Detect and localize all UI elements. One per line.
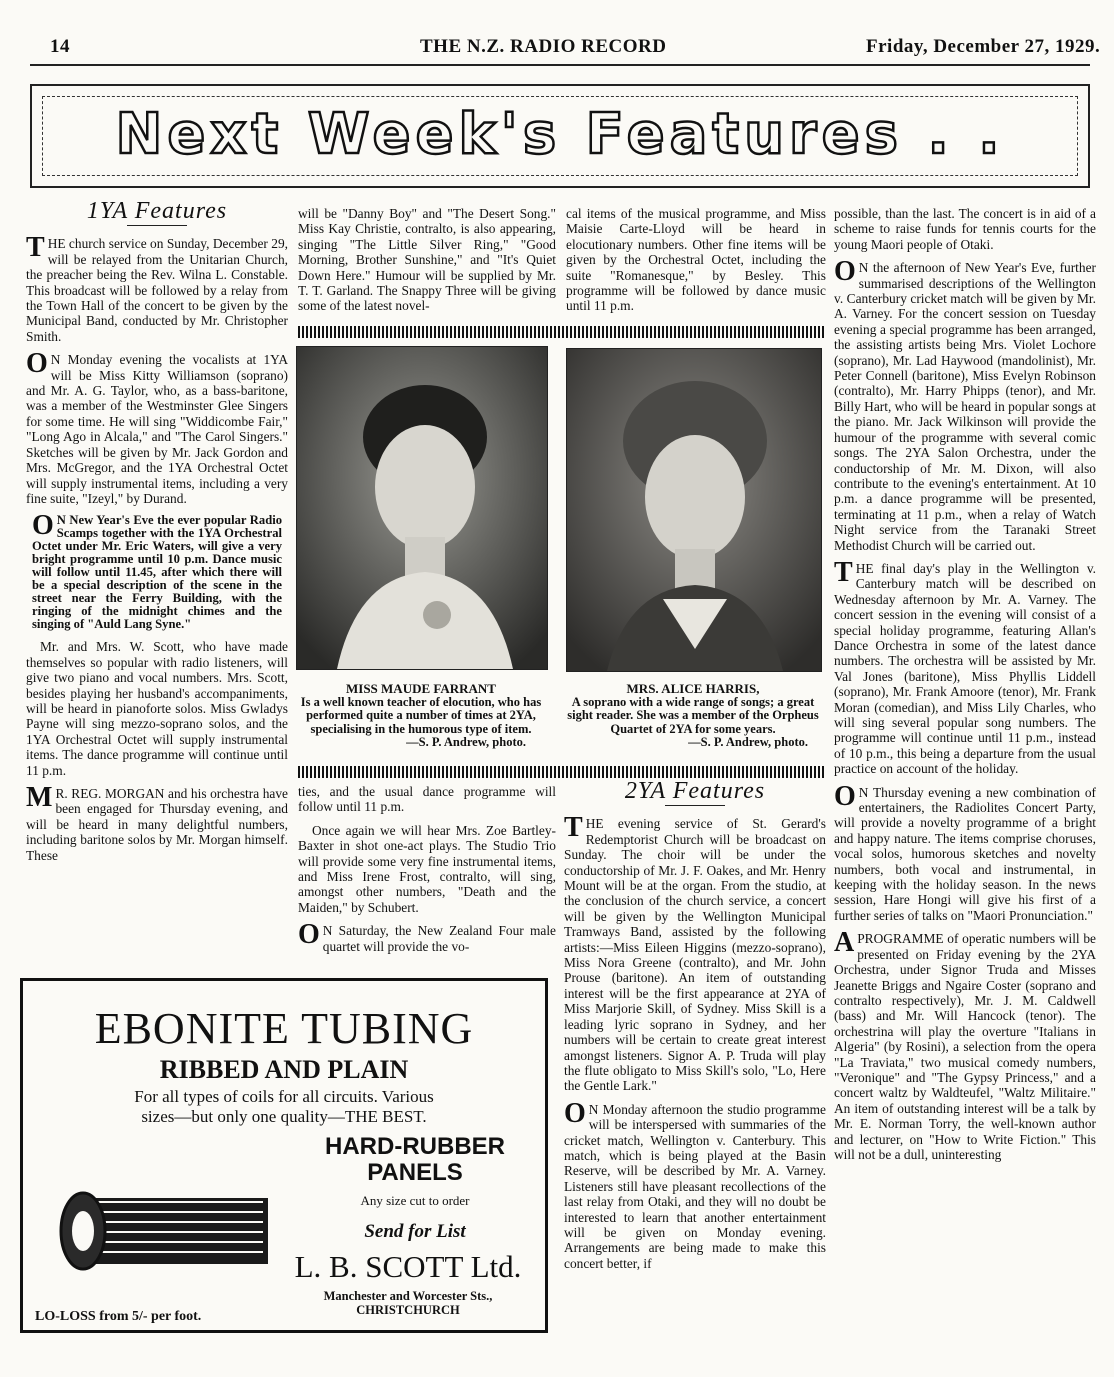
section-heading-1ya: 1YA Features [86, 198, 228, 224]
separator-strip [298, 326, 826, 338]
drop-cap: O [564, 1097, 586, 1129]
article-paragraph: cal items of the musical programme, and Miss Maisie Carte-Lloyd will be heard in elocutionary numbers. Other fine items will be given by the Orchestral Octet, including the suite "Romanesque," by Besley. This programme will be followed by dance music until 11 p.m. [566, 206, 826, 314]
ad-subheadline: RIBBED AND PLAIN [159, 1055, 409, 1084]
photo-caption-1 [296, 682, 546, 750]
article-paragraph: O N Monday afternoon the studio programme will be interspersed with summaries of the cricket match, Wellington v. Canterbury. This match, which is being played at the Basin Reserve, will be described by Mr. A. Varney. Listeners still have pleasant recollections of the last relay from Otaki, and they will no doubt be interested to learn that another entertainment will be given on Monday evening. Arrangements are being made to make this concert better, if [564, 1097, 826, 1271]
caption-name: MISS MAUDE FARRANT [346, 681, 496, 696]
article-paragraph: ties, and the usual dance programme will follow until 11 p.m. [298, 784, 556, 815]
drop-cap: T [564, 812, 583, 844]
article-paragraph: O N Saturday, the New Zealand Four male quartet will provide the vo- [298, 919, 556, 954]
ribbed-tube-icon [53, 1176, 283, 1286]
ad-panels-title-2: PANELS [367, 1159, 463, 1186]
drop-cap: A [834, 927, 855, 959]
ebonite-advertisement [20, 978, 548, 1333]
caption-credit: —S. P. Andrew, photo. [688, 735, 808, 750]
photo-caption-2 [566, 682, 820, 750]
heading-rule [665, 805, 725, 806]
article-paragraph: Once again we will hear Mrs. Zoe Bartley-Baxter in shot one-act plays. The Studio Trio will provide some very fine instrumental items, and Miss Irene Frost, contralto, will sing, amongst other numbers, "Death and the Maiden," by Schubert. [298, 822, 556, 915]
article-paragraph: O N Thursday evening a new combination of entertainers, the Radiolites Concert Party, will provide a novelty programme of a bright and happy nature. The items comprise choruses, vocal solos, humorous sketches and novelty numbers, both vocal and instrumental, in keeping with the holiday season. In the news session, Hare Hongi will give his first of a further series of talks on "Maori Pronunciation." [834, 780, 1096, 923]
photo-maude-farrant [296, 346, 548, 670]
features-banner [30, 84, 1090, 188]
issue-date: Friday, December 27, 1929. [866, 36, 1101, 57]
ad-panels-title-1: HARD-RUBBER [325, 1133, 505, 1160]
article-paragraph: O N New Year's Eve the ever popular Radio Scamps together with the 1YA Orchestral Octet under Mr. Eric Waters, will give a very bright programme until 10 p.m. Dance music will follow until 11.45, after which there will be a special description of the scene in the street near the Ferry Building, with the ringing of the midnight chimes and the singing of "Auld Lang Syne." [32, 510, 282, 632]
drop-cap: M [26, 781, 53, 813]
caption-text: Is a well known teacher of elocution, who has performed quite a number of times at 2YA, specialising in the humorous type of item. [300, 694, 542, 736]
drop-cap: O [32, 510, 54, 542]
column-3-top [566, 206, 826, 322]
ad-company-name: L. B. SCOTT Ltd. [294, 1249, 522, 1284]
ad-send-for-list: Send for List [364, 1221, 466, 1242]
ad-address-2: CHRISTCHURCH [356, 1303, 460, 1317]
caption-text: A soprano with a wide range of songs; a great sight reader. She was a member of the Orpheus Quartet of 2YA for some years. [567, 694, 819, 736]
drop-cap: T [26, 232, 45, 264]
ad-headline: EBONITE TUBING [94, 1004, 474, 1053]
article-paragraph: O N Monday evening the vocalists at 1YA will be Miss Kitty Williamson (soprano) and Mr. A. G. Taylor, who, as a bass-baritone, was a member of the Westminster Glee Singers for some time. He will sing "Widdicombe Fair," "Long Ago in Alcala," and "The Carol Singers." Sketches will be given by Mr. Jack Gordon and Mrs. McGregor, and the 1YA Orchestral Octet will supply instrumental items, including a very fine suite, "Izeyl," by Durand. [26, 348, 288, 506]
ad-line-1: For all types of coils for all circuits. Various [134, 1087, 434, 1106]
drop-cap: O [298, 919, 320, 951]
separator-strip [298, 766, 826, 778]
ad-address-1: Manchester and Worcester Sts., [323, 1289, 493, 1303]
article-paragraph: Mr. and Mrs. W. Scott, who have made themselves so popular with radio listeners, will give two piano and vocal numbers. Mrs. Scott, besides playing her husband's accompaniments, will be heard in pianoforte solos. Miss Gwladys Payne will sing mezzo-soprano solos, and the 1YA Orchestral Octet will supply instrumental items. The dance programme will continue until 11 p.m. [26, 639, 288, 778]
article-paragraph: O N the afternoon of New Year's Eve, further summarised descriptions of the Wellington v. Canterbury cricket match will be given by Mr. A. Varney. For the concert session on Tuesday evening a special programme has been arranged, the assisting artists being Mrs. Violet Lochore (soprano), Mr. Lad Haywood (mandolinist), Mr. Peter Connell (baritone), Miss Evelyn Robinson (contralto), Mr. Harry Phipps (tenor), and Mr. Billy Hart, who will be heard in popular songs at the piano. Mr. Jack Wilkinson will provide the humour of the programme with several comic songs. The 2YA Salon Orchestra, under the conductorship of Mr. M. Dixon, will also contribute to the evening's entertainment. At 10 p.m. a dance programme will be presented, terminating at 11 p.m., when a relay of Watch Night service from the Taranaki Street Methodist Church will be carried out. [834, 256, 1096, 553]
column-3-bottom [564, 778, 826, 1279]
caption-name: MRS. ALICE HARRIS, [626, 681, 760, 696]
heading-rule [127, 225, 187, 226]
column-4 [834, 206, 1096, 1170]
drop-cap: O [834, 780, 856, 812]
article-paragraph: A PROGRAMME of operatic numbers will be presented on Friday evening by the 2YA Orchestra, under Signor Truda and Misses Jeanette Briggs and Ngaire Coster (soprano and contralto respectively), Mr. J. M. Caldwell (bass) and Mr. Will Hancock (tenor). The orchestrina will play the overture "Italians in Algeria" (by Rosini), a selection from the opera "La Traviata," two musical comedy numbers, "Veronique" and "The Gypsy Princess," and a concert waltz by Waldteufel, "Waltz Militaire." An item of outstanding interest will be a talk by Mr. E. Norman Torry, the well-known author and lecturer, on "How to Write Fiction." This will not be a dull, uninteresting [834, 927, 1096, 1162]
portrait-image [567, 349, 821, 671]
column-2-top [298, 206, 556, 322]
ad-any-size: Any size cut to order [360, 1193, 470, 1208]
article-paragraph: will be "Danny Boy" and "The Desert Song." Miss Kay Christie, contralto, is also appearing, singing "The Little Silver Ring," "Good Morning, Brother Sunshine," and "It's Quiet Down Here." Humour will be supplied by Mr. T. T. Garland. The Snappy Three will be giving some of the latest novel- [298, 206, 556, 314]
publication-title: THE N.Z. RADIO RECORD [420, 36, 667, 57]
article-paragraph: THE church service on Sunday, December 29, will be relayed from the Unitarian Church, the preacher being the Rev. Wilna L. Constable. This broadcast will be followed by a relay from the Town Hall of the concert to be given by the Municipal Band, conducted by Mr. Christopher Smith. [26, 232, 288, 344]
drop-cap: O [834, 256, 856, 288]
masthead-rule [30, 64, 1090, 66]
ad-lo-loss: LO-LOSS from 5/- per foot. [35, 1309, 202, 1324]
drop-cap: T [834, 556, 853, 588]
article-paragraph: THE final day's play in the Wellington v. Canterbury match will be described on Wednesday afternoon by Mr. A. Varney. The concert session in the evening will consist of a special holiday programme, featuring Allan's Dance Orchestra in some of the latest dance numbers. The orchestra will be assisted by Mr. Val Jones (baritone), Miss Phyllis Liddell (soprano), Mr. Frank Amoore (tenor), Mr. Frank Moran (comedian), and Miss Lily Charles, who will sing several popular song numbers. The programme will continue until 11 p.m., instead of 10 p.m., this being a departure from the usual practice on account of the holiday. [834, 556, 1096, 777]
caption-credit: —S. P. Andrew, photo. [406, 735, 526, 750]
drop-cap: O [26, 348, 48, 380]
banner-title: Next Week's Features . . [115, 102, 1005, 167]
article-paragraph: THE evening service of St. Gerard's Redemptorist Church will be broadcast on Sunday. The choir will be under the conductorship of Mr. J. F. Oakes, and Mr. Henry Mount will be at the organ. From the studio, at the conclusion of the church service, a concert will be given by the Wellington Municipal Tramways Band, assisted by the following artists:—Miss Eileen Higgins (mezzo-soprano), Miss Nora Greene (contralto), and Mr. John Prouse (baritone). An item of outstanding interest will be the first appearance at 2YA of Miss Marjorie Skill, of Sydney. Miss Skill is a leading lyric soprano in Sydney, and her numbers will be certain to create great interest amongst listeners. Signor A. P. Truda will play the flute obligato to Miss Skill's solo, "Lo, Here the Gentle Lark." [564, 812, 826, 1094]
article-paragraph: M R. REG. MORGAN and his orchestra have been engaged for Thursday evening, and will be heard in many delightful numbers, including baritone solos by Mr. Morgan himself. These [26, 781, 288, 863]
portrait-image [297, 347, 547, 669]
section-heading-2ya: 2YA Features [624, 778, 766, 804]
page-number: 14 [50, 36, 70, 57]
ad-line-2: sizes—but only one quality—THE BEST. [141, 1107, 427, 1126]
article-paragraph: possible, than the last. The concert is in aid of a scheme to raise funds for tennis courts for the young Maori people of Otaki. [834, 206, 1096, 252]
column-2-bottom [298, 784, 556, 962]
column-1 [26, 198, 288, 871]
photo-alice-harris [566, 348, 822, 672]
